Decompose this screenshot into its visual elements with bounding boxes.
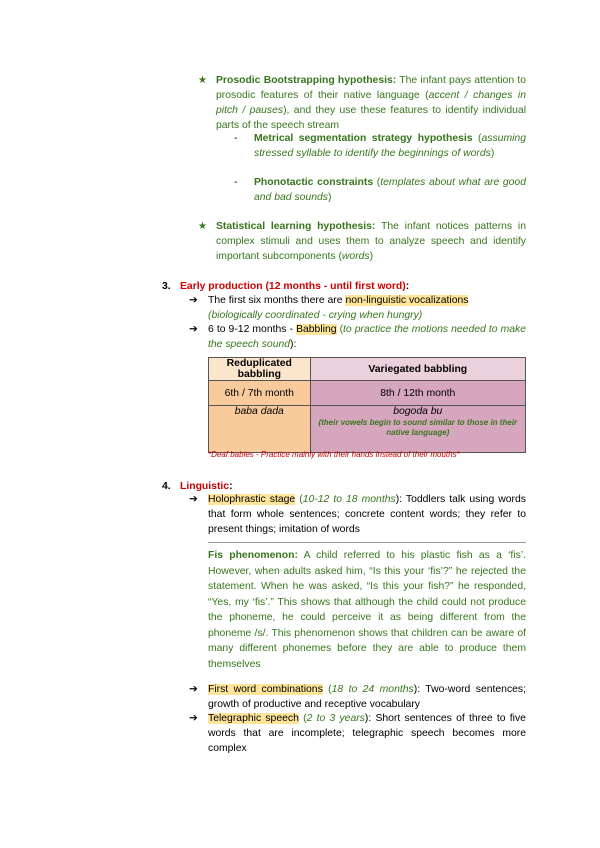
section-early-production-heading <box>163 279 409 294</box>
first-combinations-text: ): Two-word sentences; growth of productive and receptive vocabulary <box>208 684 527 710</box>
reduplicated-header: Reduplicated babbling <box>209 358 311 381</box>
statistical-words: words <box>341 251 370 262</box>
star-bullet-icon: ★ <box>198 221 207 232</box>
variegated-header: Variegated babbling <box>310 358 525 381</box>
first-combinations-highlight: First word combinations <box>208 684 323 695</box>
prosodic-bootstrapping-item <box>198 73 527 133</box>
first-combinations-age: 18 to 24 months <box>331 684 414 695</box>
dash-bullet: - <box>234 133 238 144</box>
statistical-close: ) <box>369 251 374 262</box>
variegated-example: bogoda bu <box>393 406 443 417</box>
metrical-close: ) <box>490 148 495 159</box>
babbling-open: ( <box>336 324 344 335</box>
reduplicated-example: baba dada <box>209 406 311 453</box>
deaf-babies-note: *Deaf babies - Practice mainly with their hands instead of their mouths* <box>208 450 460 459</box>
holophrastic-age: 10-12 to 18 months <box>302 494 396 505</box>
vocalizations-desc: (biologically coordinated - crying when hungry) <box>208 310 423 321</box>
phonotactic-desc: templates about what are good and bad sounds <box>254 177 526 203</box>
arrow-bullet-icon: ➔ <box>189 684 198 695</box>
phonotactic-open: ( <box>373 177 381 188</box>
statistical-text: The infant notices patterns in complex stimuli and uses them to analyze speech and identify important subcomponents ( <box>216 221 527 262</box>
babbling-desc: to practice the motions needed to make the speech sound <box>208 324 526 350</box>
fis-title: Fis phenomenon: <box>208 550 298 561</box>
phonotactic-title: Phonotactic constraints <box>254 177 374 188</box>
arrow-bullet-icon: ➔ <box>189 713 198 724</box>
divider <box>208 542 526 543</box>
dash-bullet: - <box>234 177 238 188</box>
telegraphic-text: ): Short sentences of three to five words that are incomplete; telegraphic speech becomes more complex <box>208 713 526 754</box>
variegated-example-cell <box>310 406 525 453</box>
prosodic-examples: accent / changes in pitch / pauses <box>216 90 526 116</box>
statistical-learning-item <box>198 219 527 264</box>
reduplicated-months: 6th / 7th month <box>209 381 311 406</box>
section-colon: : <box>405 281 410 292</box>
section-colon: : <box>229 481 233 492</box>
fis-phenomenon-box <box>208 548 526 672</box>
section-number: 3. <box>162 281 171 292</box>
telegraphic-highlight: Telegraphic speech <box>208 713 299 724</box>
telegraphic-age: 2 to 3 years <box>306 713 365 724</box>
metrical-desc: assuming stressed syllable to identify the beginnings of words <box>254 133 526 159</box>
metrical-open: ( <box>472 133 482 144</box>
variegated-months: 8th / 12th month <box>310 381 525 406</box>
statistical-title: Statistical learning hypothesis: <box>216 221 376 232</box>
telegraphic-speech-item <box>189 711 526 756</box>
arrow-bullet-icon: ➔ <box>189 494 198 505</box>
arrow-bullet-icon: ➔ <box>189 324 198 335</box>
babbling-table <box>208 357 526 453</box>
holophrastic-open: ( <box>295 494 303 505</box>
prosodic-text: The infant pays attention to prosodic features of their native language ( <box>216 75 526 101</box>
star-bullet-icon: ★ <box>198 75 207 86</box>
telegraphic-open: ( <box>298 713 307 724</box>
phonotactic-item <box>234 175 526 205</box>
section-title: Early production <box>180 281 266 292</box>
babbling-close: ): <box>290 339 297 350</box>
prosodic-title: Prosodic Bootstrapping hypothesis: <box>216 75 397 86</box>
phonotactic-close: ) <box>327 192 332 203</box>
holophrastic-text: ): Toddlers talk using words that form whole sentences; concrete content words; they refer to present things; imitation of words <box>208 494 526 535</box>
metrical-title: Metrical segmentation strategy hypothesis <box>254 133 473 144</box>
first-word-combinations-item <box>189 682 527 712</box>
vocalizations-highlight: non-linguistic vocalizations <box>345 295 469 306</box>
prosodic-text-end: ), and they use these features to identify individual parts of the speech stream <box>216 105 527 131</box>
section-number: 4. <box>162 481 171 492</box>
early-item-babbling <box>189 322 526 352</box>
section-age-range: (12 months - until first word) <box>265 281 406 292</box>
arrow-bullet-icon: ➔ <box>189 295 198 306</box>
first-combinations-open: ( <box>322 684 332 695</box>
holophrastic-item <box>189 492 526 537</box>
early-item-vocalizations <box>189 293 526 323</box>
metrical-item <box>234 131 526 161</box>
babbling-highlight: Babbling <box>296 324 337 335</box>
fis-text: A child referred to his plastic fish as a ‘fis’. However, when adults asked him, “Is this your ‘fis’?” he rejected the statement. When he was asked, “Is this your fish?” he responded, “Yes, my ‘fis’.” This shows that although the child could not produce the phoneme, he could perceive it as being different from the phoneme /s/. This phenomenon shows that children can be aware of many different phonemes before they are able to produce them themselves <box>208 550 526 670</box>
table-row <box>209 358 526 381</box>
section-title: Linguistic <box>180 481 230 492</box>
table-row <box>209 381 526 406</box>
table-row <box>209 406 526 453</box>
variegated-note: (their vowels begin to sound similar to those in their native language) <box>318 418 518 437</box>
babbling-text: 6 to 9-12 months - <box>208 324 297 335</box>
holophrastic-highlight: Holophrastic stage <box>208 494 296 505</box>
vocalizations-text: The first six months there are <box>208 295 346 306</box>
